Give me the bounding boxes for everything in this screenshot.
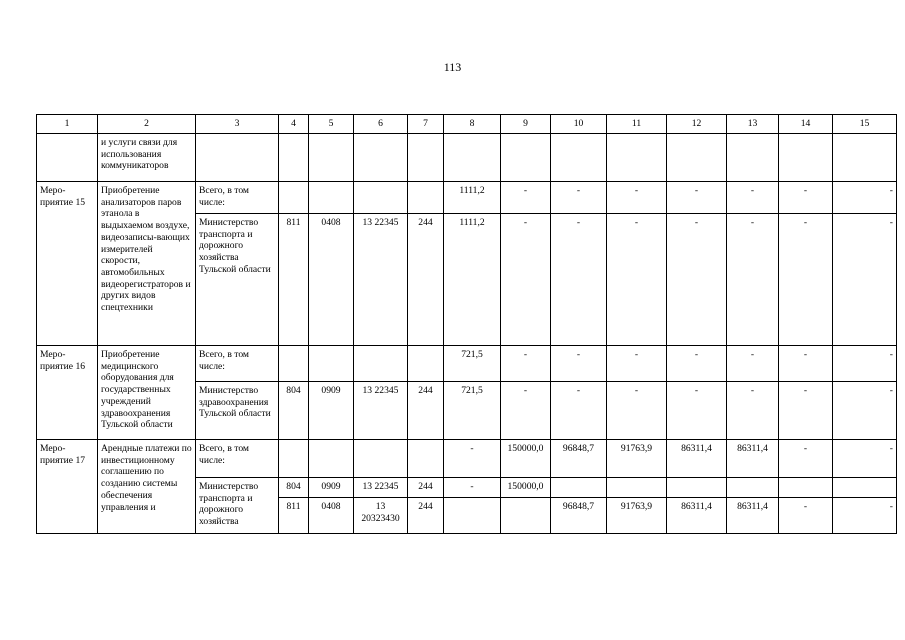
empty-cell <box>279 134 309 182</box>
activity-description: Арендные платежи по инвестиционному соглашению по созданию системы обеспечения управления и <box>98 440 196 534</box>
header-cell: 8 <box>444 115 501 134</box>
activity-description: Приобретение анализаторов паров этанола в выдыхаемом воздухе, видеозаписы-вающих измерителей скорости, автомобильных видеорегистраторов и других видов спецтехники <box>98 182 196 346</box>
empty-cell <box>779 134 833 182</box>
value-cell: 811 <box>279 498 309 534</box>
value-cell: 721,5 <box>444 382 501 440</box>
empty-cell <box>833 134 897 182</box>
value-cell: - <box>667 214 727 346</box>
value-cell: 13 22345 <box>354 382 408 440</box>
value-cell: 1111,2 <box>444 214 501 346</box>
value-cell: 244 <box>408 214 444 346</box>
activity-name: Меро-приятие 17 <box>37 440 98 534</box>
empty-cell <box>444 134 501 182</box>
value-cell: - <box>779 382 833 440</box>
value-cell: 96848,7 <box>551 498 607 534</box>
value-cell: 0909 <box>309 382 354 440</box>
header-cell: 12 <box>667 115 727 134</box>
value-cell: 0408 <box>309 498 354 534</box>
empty-cell <box>607 478 667 498</box>
value-cell: - <box>833 214 897 346</box>
empty-cell <box>607 134 667 182</box>
empty-cell <box>196 134 279 182</box>
value-cell: - <box>833 346 897 382</box>
table-row-m15-total <box>37 182 897 214</box>
activity-name: Меро-приятие 15 <box>37 182 98 346</box>
value-cell: 86311,4 <box>667 498 727 534</box>
value-cell: 721,5 <box>444 346 501 382</box>
value-cell: 86311,4 <box>727 440 779 478</box>
value-cell: - <box>551 346 607 382</box>
empty-cell <box>833 478 897 498</box>
value-cell: - <box>667 346 727 382</box>
value-cell: - <box>607 182 667 214</box>
header-cell: 2 <box>98 115 196 134</box>
header-row <box>37 115 897 134</box>
value-cell: 13 22345 <box>354 478 408 498</box>
header-cell: 11 <box>607 115 667 134</box>
empty-cell <box>408 134 444 182</box>
row-label: Всего, в том числе: <box>196 346 279 382</box>
empty-cell <box>354 346 408 382</box>
budget-table <box>36 114 897 534</box>
empty-cell <box>354 440 408 478</box>
value-cell: 0909 <box>309 478 354 498</box>
value-cell: - <box>833 182 897 214</box>
empty-cell <box>501 134 551 182</box>
value-cell: - <box>779 214 833 346</box>
value-cell: - <box>833 498 897 534</box>
header-cell: 7 <box>408 115 444 134</box>
value-cell: 91763,9 <box>607 498 667 534</box>
empty-cell <box>501 498 551 534</box>
empty-cell <box>408 346 444 382</box>
value-cell: - <box>551 382 607 440</box>
value-cell: - <box>501 346 551 382</box>
value-cell: - <box>667 382 727 440</box>
value-cell: - <box>501 214 551 346</box>
continuation-row <box>37 134 897 182</box>
empty-cell <box>727 134 779 182</box>
header-cell: 13 <box>727 115 779 134</box>
empty-cell <box>444 498 501 534</box>
value-cell: 804 <box>279 382 309 440</box>
row-label: Министерство транспорта и дорожного хозяйства Тульской области <box>196 214 279 346</box>
header-cell: 3 <box>196 115 279 134</box>
value-cell: - <box>779 440 833 478</box>
value-cell: 91763,9 <box>607 440 667 478</box>
empty-cell <box>408 440 444 478</box>
value-cell: - <box>727 346 779 382</box>
value-cell: - <box>833 440 897 478</box>
value-cell: 244 <box>408 498 444 534</box>
empty-cell <box>279 182 309 214</box>
row-label: Министерство транспорта и дорожного хозяйства <box>196 478 279 534</box>
description-cell: и услуги связи для использования коммуникаторов <box>98 134 196 182</box>
value-cell: - <box>444 478 501 498</box>
empty-cell <box>279 346 309 382</box>
value-cell: - <box>667 182 727 214</box>
empty-cell <box>408 182 444 214</box>
value-cell: 150000,0 <box>501 440 551 478</box>
value-cell: - <box>779 182 833 214</box>
value-cell: - <box>551 182 607 214</box>
activity-description: Приобретение медицинского оборудования для государственных учреждений здравоохранения Тульской области <box>98 346 196 440</box>
value-cell: 13 22345 <box>354 214 408 346</box>
value-cell: 1111,2 <box>444 182 501 214</box>
value-cell: - <box>607 346 667 382</box>
value-cell: 150000,0 <box>501 478 551 498</box>
header-cell: 15 <box>833 115 897 134</box>
header-cell: 6 <box>354 115 408 134</box>
header-cell: 4 <box>279 115 309 134</box>
header-cell: 1 <box>37 115 98 134</box>
table-row-m16-total <box>37 346 897 382</box>
row-label: Всего, в том числе: <box>196 182 279 214</box>
value-cell: - <box>501 382 551 440</box>
value-cell: - <box>833 382 897 440</box>
empty-cell <box>309 134 354 182</box>
value-cell: 86311,4 <box>727 498 779 534</box>
value-cell: 244 <box>408 382 444 440</box>
value-cell: - <box>779 346 833 382</box>
empty-cell <box>551 134 607 182</box>
value-cell: - <box>727 182 779 214</box>
empty-cell <box>309 182 354 214</box>
value-cell: 0408 <box>309 214 354 346</box>
value-cell: 244 <box>408 478 444 498</box>
header-cell: 9 <box>501 115 551 134</box>
empty-cell <box>354 182 408 214</box>
activity-name: Меро-приятие 16 <box>37 346 98 440</box>
value-cell: 804 <box>279 478 309 498</box>
value-cell: 811 <box>279 214 309 346</box>
row-label: Министерство здравоохранения Тульской области <box>196 382 279 440</box>
value-cell: - <box>607 214 667 346</box>
empty-cell <box>37 134 98 182</box>
value-cell: - <box>727 382 779 440</box>
header-cell: 10 <box>551 115 607 134</box>
value-cell: - <box>551 214 607 346</box>
empty-cell <box>551 478 607 498</box>
empty-cell <box>667 134 727 182</box>
value-cell: - <box>444 440 501 478</box>
empty-cell <box>279 440 309 478</box>
value-cell: - <box>607 382 667 440</box>
value-cell: - <box>727 214 779 346</box>
empty-cell <box>309 346 354 382</box>
header-cell: 5 <box>309 115 354 134</box>
page-number: 113 <box>443 60 462 74</box>
value-cell: 96848,7 <box>551 440 607 478</box>
value-cell: 13 20323430 <box>354 498 408 534</box>
empty-cell <box>779 478 833 498</box>
empty-cell <box>354 134 408 182</box>
empty-cell <box>667 478 727 498</box>
value-cell: - <box>501 182 551 214</box>
value-cell: 86311,4 <box>667 440 727 478</box>
table-row-m17-total <box>37 440 897 478</box>
row-label: Всего, в том числе: <box>196 440 279 478</box>
empty-cell <box>309 440 354 478</box>
value-cell: - <box>779 498 833 534</box>
header-cell: 14 <box>779 115 833 134</box>
empty-cell <box>727 478 779 498</box>
